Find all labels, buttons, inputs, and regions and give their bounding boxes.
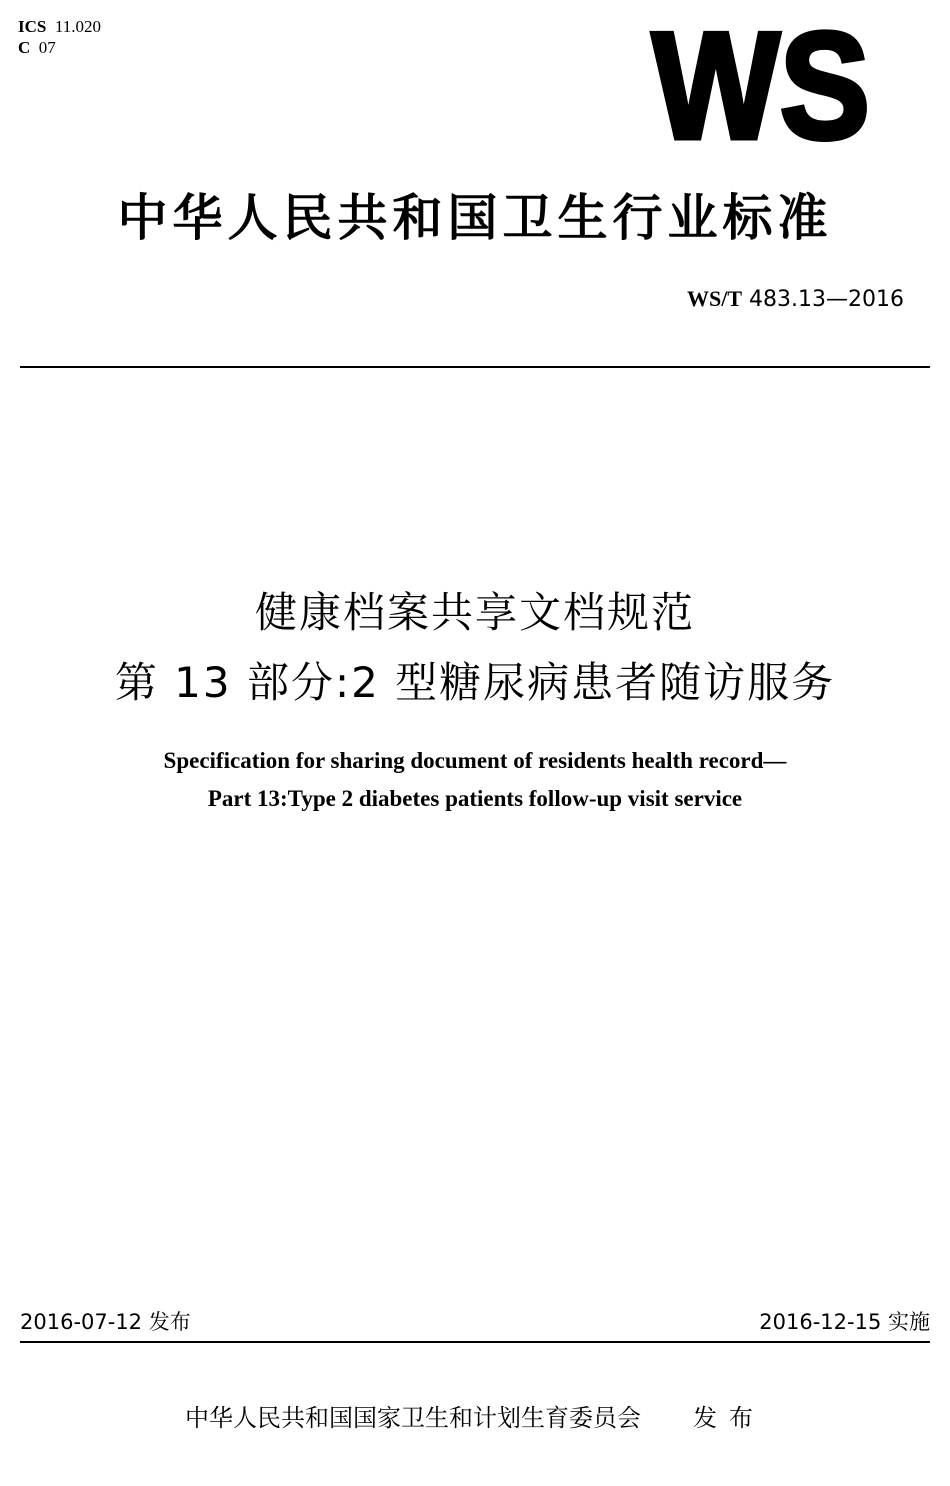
ics-code <box>18 16 101 37</box>
ccs-value: 07 <box>38 38 56 57</box>
ws-logo-icon <box>650 1 872 171</box>
chinese-title-line1: 健康档案共享文档规范 <box>254 588 695 637</box>
footer-divider <box>20 1341 930 1343</box>
ccs-code <box>18 37 101 58</box>
issuer-line <box>0 1398 950 1433</box>
standard-category-title: 中华人民共和国卫生行业标准 <box>117 189 833 247</box>
ws-logo-text: WS <box>652 1 870 171</box>
english-title-line2: Part 13:Type 2 diabetes patients follow-up visit service <box>207 786 743 811</box>
ccs-label: C <box>18 38 31 57</box>
header-divider <box>20 366 930 368</box>
standard-number-value: 483.13—2016 <box>749 287 904 312</box>
release-date: 2016-07-12 发布 <box>20 1310 191 1334</box>
standard-number-prefix: WS/T <box>687 286 743 311</box>
implementation-date: 2016-12-15 实施 <box>759 1310 930 1334</box>
english-title-line1: Specification for sharing document of residents health record— <box>163 748 787 773</box>
classification-block <box>18 16 101 58</box>
ics-value: 11.020 <box>54 17 101 36</box>
chinese-title-line2: 第 13 部分:2 型糖尿病患者随访服务 <box>114 658 836 707</box>
issuer-action: 发布 <box>693 1404 765 1432</box>
standard-number <box>687 286 904 312</box>
issuer-name: 中华人民共和国国家卫生和计划生育委员会 <box>185 1404 641 1432</box>
ics-label: ICS <box>18 17 47 36</box>
